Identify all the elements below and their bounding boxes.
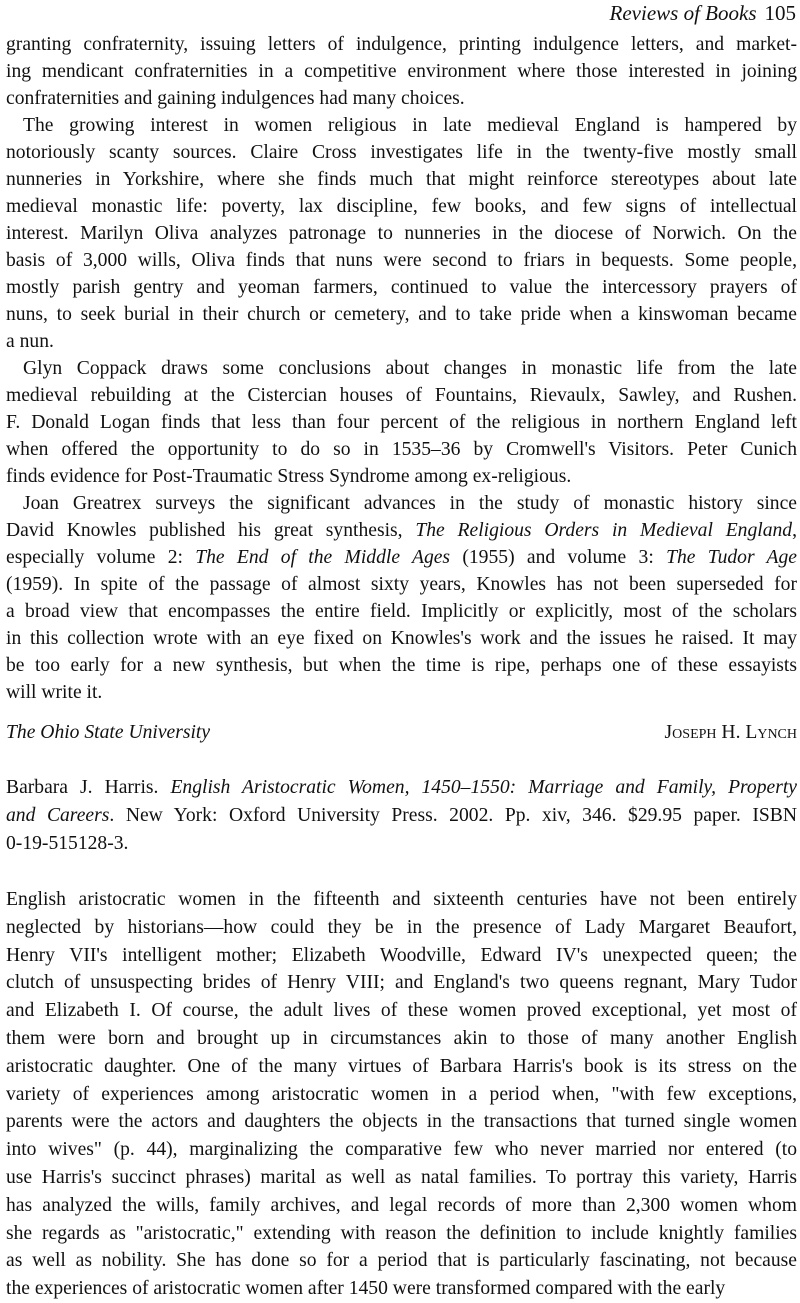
text-line — [6, 830, 797, 858]
text-segment: confraternities and gaining indulgences had many choices. — [6, 88, 465, 109]
text-line — [6, 463, 797, 490]
text-segment: English aristocratic women in the fifteenth and sixteenth centuries have not been entirely — [6, 889, 797, 910]
text-line — [6, 1164, 797, 1192]
text-segment: variety of experiences among aristocratic women in a period when, "with few exceptions, — [6, 1083, 797, 1105]
paragraph — [6, 31, 797, 112]
text-line — [6, 1053, 797, 1081]
text-line — [6, 625, 797, 652]
text-segment: Joan Greatrex surveys the significant advances in the study of monastic history since — [23, 493, 797, 514]
reviewer-name: Joseph H. Lynch — [664, 722, 797, 743]
text-segment: mostly parish gentry and yeoman farmers, continued to value the intercessory prayers of — [6, 277, 797, 298]
text-line — [6, 301, 797, 328]
text-line — [6, 652, 797, 679]
text-segment: interest. Marilyn Oliva analyzes patronage to nunneries in the diocese of Norwich. On the — [6, 223, 797, 244]
text-line — [6, 58, 797, 85]
text-segment: a broad view that encompasses the entire field. Implicitly or explicitly, most of the scholars — [6, 601, 797, 622]
text-line — [6, 1192, 797, 1220]
text-segment: (1955) and volume 3: — [450, 547, 667, 568]
text-line — [6, 942, 797, 970]
text-line — [6, 802, 797, 830]
review-lynch-body — [6, 31, 797, 706]
text-line — [6, 914, 797, 942]
text-line — [6, 274, 797, 301]
text-segment: aristocratic daughter. One of the many virtues of Barbara Harris's book is its stress on the — [6, 1055, 797, 1077]
text-segment: them were born and brought up in circumstances akin to those of many another English — [6, 1027, 797, 1049]
text-segment: notoriously scanty sources. Claire Cross investigates life in the twenty-five mostly small — [6, 142, 797, 163]
paragraph — [6, 774, 797, 857]
paragraph — [6, 112, 797, 355]
text-segment: use Harris's succinct phrases) marital as well as natal families. To portray this variety, Harris — [6, 1166, 797, 1188]
text-segment: as well as nobility. She has done so for a period that is particularly fascinating, not because — [6, 1250, 797, 1272]
text-line — [6, 1108, 797, 1136]
text-segment: (1959). In spite of the passage of almost sixty years, Knowles has not been superseded for — [6, 574, 797, 595]
text-line — [6, 997, 797, 1025]
text-line — [6, 679, 797, 706]
text-segment: ing mendicant confraternities in a competitive environment where those interested in joining — [6, 61, 797, 82]
text-segment: medieval monastic life: poverty, lax discipline, few books, and few signs of intellectual — [6, 196, 797, 217]
text-segment: especially volume 2: — [6, 547, 196, 568]
text-segment: finds evidence for Post-Traumatic Stress Syndrome among ex-religious. — [6, 466, 572, 487]
text-segment: Barbara J. Harris. — [6, 777, 171, 798]
text-line — [6, 247, 797, 274]
text-segment: she regards as "aristocratic," extending with reason the definition to include knightly families — [6, 1222, 797, 1244]
text-line — [6, 490, 797, 517]
paragraph — [6, 886, 797, 1303]
text-line — [6, 1220, 797, 1248]
review-harris-body — [6, 886, 797, 1303]
italic-title: and Careers — [6, 804, 110, 826]
text-segment: basis of 3,000 wills, Oliva finds that nuns were second to friars in bequests. Some people, — [6, 250, 797, 271]
paragraph — [6, 355, 797, 490]
text-line — [6, 31, 797, 58]
text-line — [6, 517, 797, 544]
text-segment: nuns, to seek burial in their church or cemetery, and to take pride when a kinswoman became — [6, 304, 797, 325]
text-line — [6, 355, 797, 382]
text-segment: medieval rebuilding at the Cistercian houses of Fountains, Rievaulx, Sawley, and Rushen. — [6, 385, 797, 406]
text-line — [6, 886, 797, 914]
text-segment: neglected by historians—how could they be in the presence of Lady Margaret Beaufort, — [6, 916, 797, 938]
text-line — [6, 220, 797, 247]
italic-title: The End of the Middle Ages — [195, 547, 451, 568]
text-line — [6, 1136, 797, 1164]
text-line — [6, 166, 797, 193]
italic-title: English Aristocratic Women, 1450–1550: Marriage and Family, Property — [170, 777, 797, 798]
text-line — [6, 969, 797, 997]
paragraph — [6, 490, 797, 706]
text-segment: parents were the actors and daughters the objects in the transactions that turned single women — [6, 1111, 797, 1133]
text-segment: clutch of unsuspecting brides of Henry VIII; and England's two queens regnant, Mary Tudor — [6, 972, 797, 994]
text-line — [6, 409, 797, 436]
text-segment: . New York: Oxford University Press. 2002. Pp. xiv, 346. $29.95 paper. ISBN — [109, 804, 797, 826]
text-segment: Glyn Coppack draws some conclusions about changes in monastic life from the late — [23, 358, 797, 379]
text-line — [6, 328, 797, 355]
text-segment: into wives" (p. 44), marginalizing the comparative few who never married nor entered (to — [6, 1139, 797, 1161]
text-line — [6, 436, 797, 463]
text-line — [6, 85, 797, 112]
text-segment: in this collection wrote with an eye fixed on Knowles's work and the issues he raised. It may — [6, 628, 797, 649]
text-line — [6, 1025, 797, 1053]
text-line — [6, 1081, 797, 1109]
text-segment: be too early for a new synthesis, but when the time is ripe, perhaps one of these essayists — [6, 655, 797, 676]
running-header — [610, 0, 796, 26]
text-line — [6, 1275, 797, 1303]
text-segment: F. Donald Logan finds that less than four percent of the religious in northern England left — [6, 412, 797, 433]
text-segment: when offered the opportunity to do so in 1535–36 by Cromwell's Visitors. Peter Cunich — [6, 439, 797, 460]
text-segment: The growing interest in women religious in late medieval England is hampered by — [23, 115, 797, 136]
text-segment: and Elizabeth I. Of course, the adult lives of these women proved exceptional, yet most of — [6, 1000, 797, 1022]
text-line — [6, 774, 797, 802]
reviewer-institution: The Ohio State University — [6, 722, 211, 743]
text-line — [6, 598, 797, 625]
text-line — [6, 544, 797, 571]
running-title: Reviews of Books — [609, 1, 757, 25]
text-line — [6, 382, 797, 409]
text-line — [6, 112, 797, 139]
text-segment: 0-19-515128-3. — [6, 832, 129, 854]
page-number: 105 — [764, 1, 796, 25]
book-citation — [6, 774, 797, 857]
review-signature — [6, 719, 797, 746]
text-segment: granting confraternity, issuing letters of indulgence, printing indulgence letters, and market- — [6, 34, 797, 55]
text-segment: has analyzed the wills, family archives, and legal records of more than 2,300 women whom — [6, 1194, 797, 1216]
text-line — [6, 139, 797, 166]
text-line — [6, 571, 797, 598]
text-segment: nunneries in Yorkshire, where she finds much that might reinforce stereotypes about late — [6, 169, 797, 190]
text-segment: a nun. — [6, 331, 54, 352]
text-segment: the experiences of aristocratic women after 1450 were transformed compared with the early — [6, 1278, 726, 1300]
text-segment: Henry VII's intelligent mother; Elizabeth Woodville, Edward IV's unexpected queen; the — [6, 944, 797, 966]
text-segment: will write it. — [6, 682, 103, 703]
text-segment: David Knowles published his great synthesis, — [6, 520, 416, 541]
italic-title: The Religious Orders in Medieval England — [415, 520, 793, 541]
text-line — [6, 193, 797, 220]
italic-title: The Tudor Age — [666, 547, 797, 568]
text-segment: , — [792, 520, 797, 541]
text-line — [6, 1247, 797, 1275]
